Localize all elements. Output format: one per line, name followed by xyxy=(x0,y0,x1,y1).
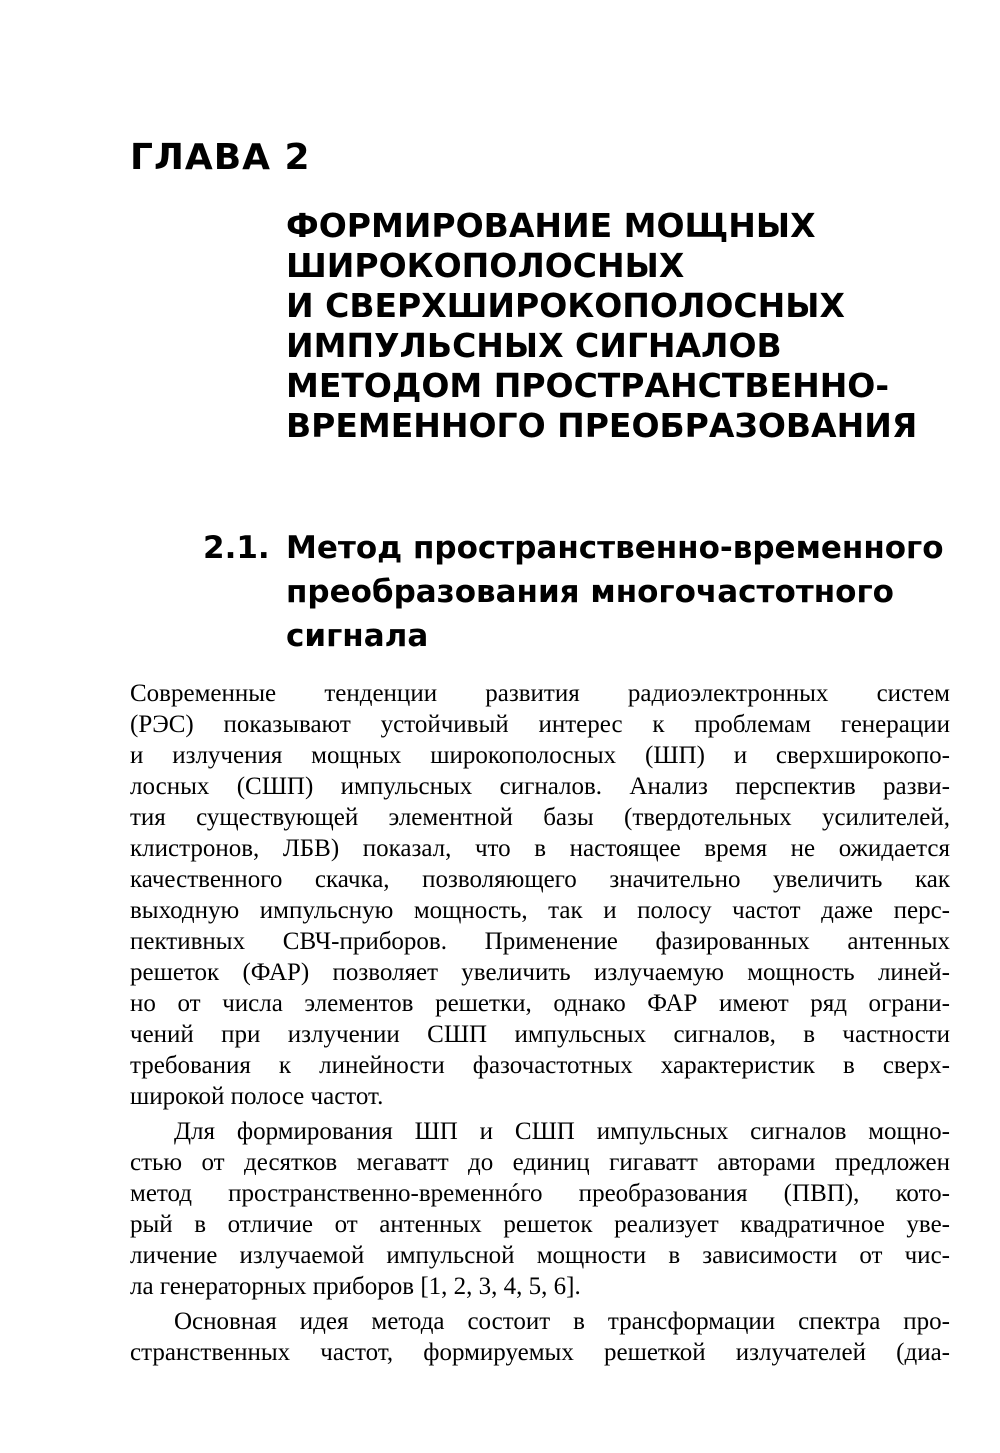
text-line: странственных частот, формируемых решеткой излучателей (диа- xyxy=(130,1339,950,1366)
text-line: чений при излучении СШП импульсных сигналов, в частности xyxy=(130,1021,950,1048)
text-line: личение излучаемой импульсной мощности в зависимости от чис- xyxy=(130,1242,950,1269)
text-line: (РЭС) показывают устойчивый интерес к проблемам генерации xyxy=(130,711,950,738)
chapter-label: ГЛАВА 2 xyxy=(130,137,311,178)
chapter-title-line: МЕТОДОМ ПРОСТРАНСТВЕННО- xyxy=(286,366,890,405)
text-line: пективных СВЧ-приборов. Применение фазированных антенных xyxy=(130,928,950,955)
section-title-line: сигнала xyxy=(286,618,429,654)
section-title-line: преобразования многочастотного xyxy=(286,574,894,610)
text-line: широкой полосе частот. xyxy=(130,1083,384,1110)
chapter-title-line: ВРЕМЕННОГО ПРЕОБРАЗОВАНИЯ xyxy=(286,406,918,445)
chapter-title-line: ШИРОКОПОЛОСНЫХ xyxy=(286,246,685,285)
text-line: качественного скачка, позволяющего значительно увеличить как xyxy=(130,866,950,893)
text-line: но от числа элементов решетки, однако ФАР имеют ряд ограни- xyxy=(130,990,950,1017)
text-line: Основная идея метода состоит в трансформации спектра про- xyxy=(174,1308,950,1335)
text-line: метод пространственно-временнóго преобразования (ПВП), кото- xyxy=(130,1180,950,1207)
section-title-line: Метод пространственно-временного xyxy=(286,530,944,566)
text-line: ла генераторных приборов [1, 2, 3, 4, 5, 6]. xyxy=(130,1273,581,1300)
section-number: 2.1. xyxy=(203,530,270,566)
text-line: Современные тенденции развития радиоэлектронных систем xyxy=(130,680,950,707)
text-line: выходную импульсную мощность, так и полосу частот даже перс- xyxy=(130,897,950,924)
text-line: Для формирования ШП и СШП импульсных сигналов мощно- xyxy=(174,1118,950,1145)
chapter-title-line: ФОРМИРОВАНИЕ МОЩНЫХ xyxy=(286,206,816,245)
body-text xyxy=(130,678,950,1368)
text-line: требования к линейности фазочастотных характеристик в сверх- xyxy=(130,1052,950,1079)
section-title xyxy=(286,526,976,658)
text-line: стью от десятков мегаватт до единиц гигаватт авторами предложен xyxy=(130,1149,950,1176)
text-line: рый в отличие от антенных решеток реализует квадратичное уве- xyxy=(130,1211,950,1238)
chapter-title-line: ИМПУЛЬСНЫХ СИГНАЛОВ xyxy=(286,326,782,365)
text-line: тия существующей элементной базы (твердотельных усилителей, xyxy=(130,804,950,831)
paragraph-1 xyxy=(130,678,950,1112)
chapter-title-line: И СВЕРХШИРОКОПОЛОСНЫХ xyxy=(286,286,845,325)
paragraph-3 xyxy=(130,1306,950,1368)
paragraph-2 xyxy=(130,1116,950,1302)
chapter-title xyxy=(286,206,986,446)
text-line: лосных (СШП) импульсных сигналов. Анализ перспектив разви- xyxy=(130,773,950,800)
text-line: решеток (ФАР) позволяет увеличить излучаемую мощность линей- xyxy=(130,959,950,986)
text-line: и излучения мощных широкополосных (ШП) и сверхширокопо- xyxy=(130,742,950,769)
text-line: клистронов, ЛБВ) показал, что в настоящее время не ожидается xyxy=(130,835,950,862)
